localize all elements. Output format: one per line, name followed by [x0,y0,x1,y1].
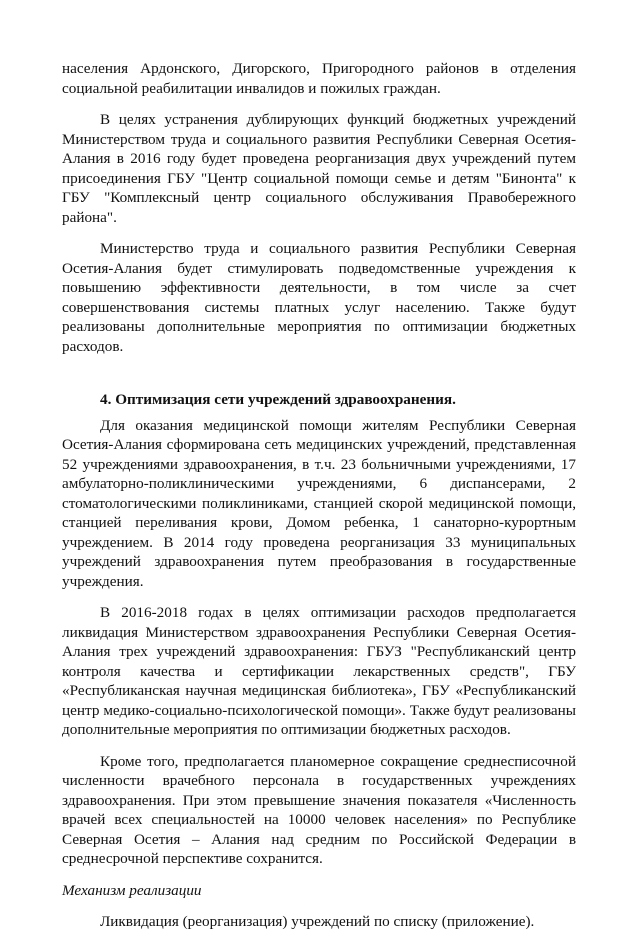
section-heading: 4. Оптимизация сети учреждений здравоохранения. [100,391,456,408]
paragraph: В целях устранения дублирующих функций бюджетных учреждений Министерством труда и социального развития Республики Северная Осетия-Алания в 2016 году будет проведена реорганизация двух учреждений путем присоединения ГБУ "Центр социальной помощи семье и детям "Бинонта" к ГБУ "Комплексный центр социального обслуживания Правобережного района". [62,111,576,226]
paragraph: населения Ардонского, Дигорского, Пригородного районов в отделения социальной реабилитации инвалидов и пожилых граждан. [62,60,576,97]
subheading: Механизм реализации [62,881,202,899]
paragraph: Министерство труда и социального развития Республики Северная Осетия-Алания будет стимулировать подведомственные учреждения к повышению эффективности деятельности, в том числе за счет совершенствования системы платных услуг населению. Также будут реализованы дополнительные мероприятия по оптимизации бюджетных расходов. [62,240,576,355]
paragraph: Ликвидация (реорганизация) учреждений по списку (приложение). [100,913,535,930]
paragraph: Для оказания медицинской помощи жителям Республики Северная Осетия-Алания сформирована сеть медицинских учреждений, представленная 52 учреждениями здравоохранения, в т.ч. 23 больничными учреждениями, 17 амбулаторно-поликлиническими учреждениями, 6 диспансерами, 2 стоматологическими поликлиниками, станцией скорой медицинской помощи, станцией переливания крови, Домом ребенка, 1 санаторно-курортным учреждением. В 2014 году проведена реорганизация 33 муниципальных учреждений здравоохранения путем преобразования в государственные учреждения. [62,416,576,590]
paragraph: Кроме того, предполагается планомерное сокращение среднесписочной численности врачебного персонала в государственных учреждениях здравоохранения. При этом превышение значения показателя «Численность врачей всех специальностей на 10000 человек населения» по Республике Северная Осетия – Алания над средним по Российской Федерации в среднесрочной перспективе сохранится. [62,752,576,867]
paragraph: В 2016-2018 годах в целях оптимизации расходов предполагается ликвидация Министерством здравоохранения Республики Северная Осетия-Алания трех учреждений здравоохранения: ГБУЗ "Республиканский центр контроля качества и сертификации лекарственных средств", ГБУ «Республиканская научная медицинская библиотека», ГБУ «Республиканский центр медико-социально-психологической помощи». Также будут реализованы дополнительные мероприятия по оптимизации бюджетных расходов. [62,604,576,738]
document-body [62,59,576,932]
